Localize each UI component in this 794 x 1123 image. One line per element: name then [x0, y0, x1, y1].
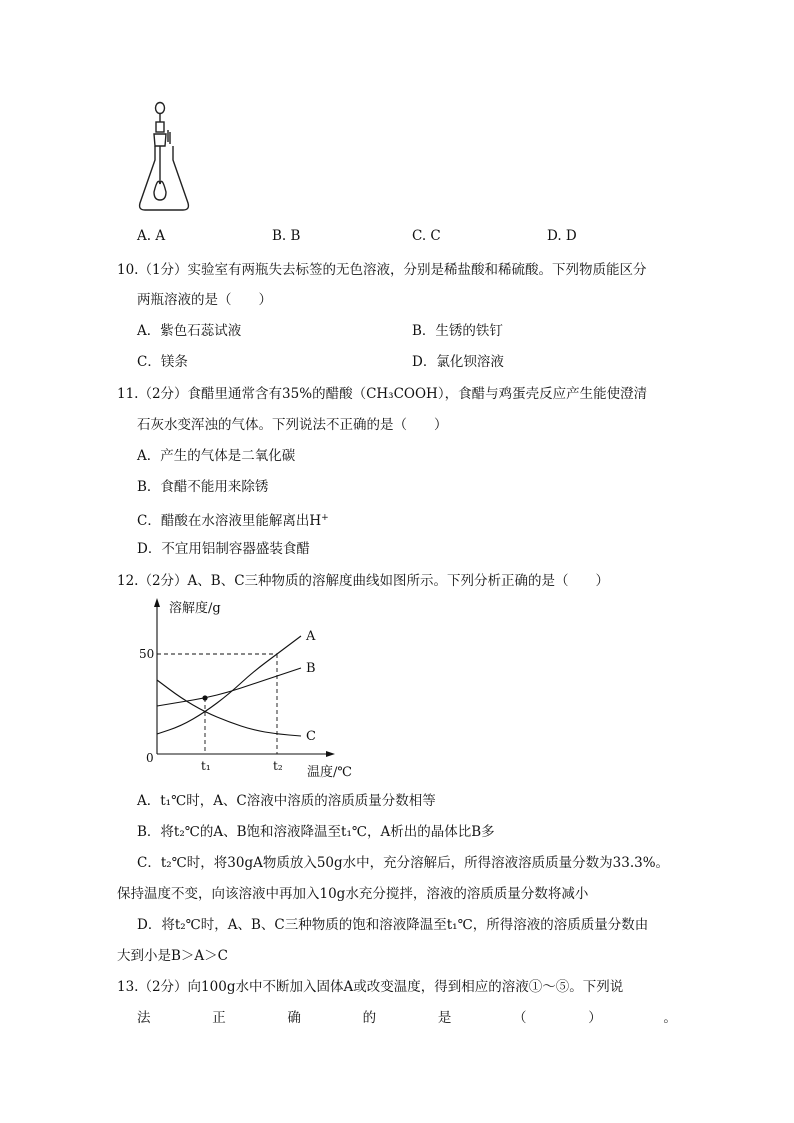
- flask-figure: [130, 100, 200, 218]
- y-tick-label-50: 50: [139, 647, 155, 661]
- q13-stem-line1: 13.（2分）向100g水中不断加入固体A或改变温度，得到相应的溶液①～⑤。下列说: [117, 979, 624, 995]
- series-line-a: [157, 636, 301, 734]
- q12-option-c-line2: 保持温度不变，向该溶液中再加入10g水充分搅拌，溶液的溶质质量分数将减小: [117, 886, 589, 902]
- flask-icon: [140, 103, 189, 211]
- q13-word: 正: [212, 1010, 226, 1026]
- series-label-a: A: [306, 629, 316, 644]
- q11-stem-line1: 11.（2分）食醋里通常含有35%的醋酸（CH₃COOH），食醋与鸡蛋壳反应产生能使澄清: [117, 386, 648, 402]
- q12-option-c-line1[interactable]: C．t₂℃时，将30gA物质放入50g水中，充分溶解后，所得溶液溶质质量分数为33.3%。: [137, 855, 670, 871]
- q10-stem-line1: 10.（1分）实验室有两瓶失去标签的无色溶液，分别是稀盐酸和稀硫酸。下列物质能区分: [117, 262, 647, 278]
- q10-option-c[interactable]: C．镁条: [137, 354, 188, 370]
- q12-option-d-line1[interactable]: D．将t₂℃时，A、B、C三种物质的饱和溶液降温至t₁℃，所得溶液的溶质质量分数由: [137, 917, 649, 933]
- q13-word: 确: [287, 1010, 301, 1026]
- q11-option-c[interactable]: [137, 509, 329, 530]
- q12-option-a[interactable]: A．t₁℃时，A、C溶液中溶质的溶质质量分数相等: [137, 793, 436, 809]
- q13-stem-line2: [137, 1009, 677, 1027]
- q13-word: 是: [437, 1010, 452, 1026]
- q9-option-a[interactable]: A. A: [137, 228, 166, 244]
- intersection-point: [202, 695, 207, 700]
- q12-option-b[interactable]: B．将t₂℃的A、B饱和溶液降温至t₁℃，A析出的晶体比B多: [137, 824, 495, 840]
- solubility-chart: [135, 594, 365, 784]
- q11-option-d[interactable]: D．不宜用铝制容器盛装食醋: [137, 541, 310, 557]
- q13-word: （: [513, 1010, 527, 1026]
- q10-option-a[interactable]: A．紫色石蕊试液: [137, 323, 242, 339]
- x-axis-label: 温度/℃: [307, 765, 352, 780]
- origin-label: 0: [146, 751, 154, 765]
- q9-option-c[interactable]: C. C: [412, 228, 441, 244]
- x-tick-label-t1: t₁: [201, 759, 211, 773]
- q11-stem-line2: 石灰水变浑浊的气体。下列说法不正确的是（ ）: [137, 417, 448, 433]
- y-axis-arrow: [154, 598, 160, 607]
- y-axis-label: 溶解度/g: [169, 601, 221, 616]
- q9-option-d[interactable]: D. D: [547, 228, 577, 244]
- x-axis-arrow: [326, 751, 335, 757]
- q13-word: 法: [137, 1010, 151, 1026]
- q12-stem: 12.（2分）A、B、C三种物质的溶解度曲线如图所示。下列分析正确的是（ ）: [117, 573, 610, 589]
- series-line-b: [157, 668, 301, 706]
- series-layer: [157, 629, 316, 744]
- q10-stem-line2: 两瓶溶液的是（ ）: [137, 292, 272, 308]
- q9-option-b[interactable]: B. B: [272, 228, 301, 244]
- q10-option-b[interactable]: B．生锈的铁钉: [412, 323, 503, 339]
- q13-word: 的: [362, 1010, 377, 1026]
- q13-word: ）: [588, 1010, 602, 1026]
- q11-option-a[interactable]: A．产生的气体是二氧化碳: [137, 448, 296, 464]
- q11-option-c-superscript: +: [321, 513, 329, 523]
- q12-option-d-line2: 大到小是B＞A＞C: [117, 948, 228, 964]
- series-label-b: B: [306, 661, 316, 676]
- x-tick-label-t2: t₂: [273, 759, 283, 773]
- q13-word: 。: [663, 1010, 677, 1026]
- q11-option-c-text: C．醋酸在水溶液里能解离出H: [137, 513, 322, 529]
- q11-option-b[interactable]: B．食醋不能用来除锈: [137, 479, 269, 495]
- series-line-c: [157, 680, 301, 736]
- series-label-c: C: [306, 729, 316, 744]
- q10-option-d[interactable]: D．氯化钡溶液: [412, 354, 504, 370]
